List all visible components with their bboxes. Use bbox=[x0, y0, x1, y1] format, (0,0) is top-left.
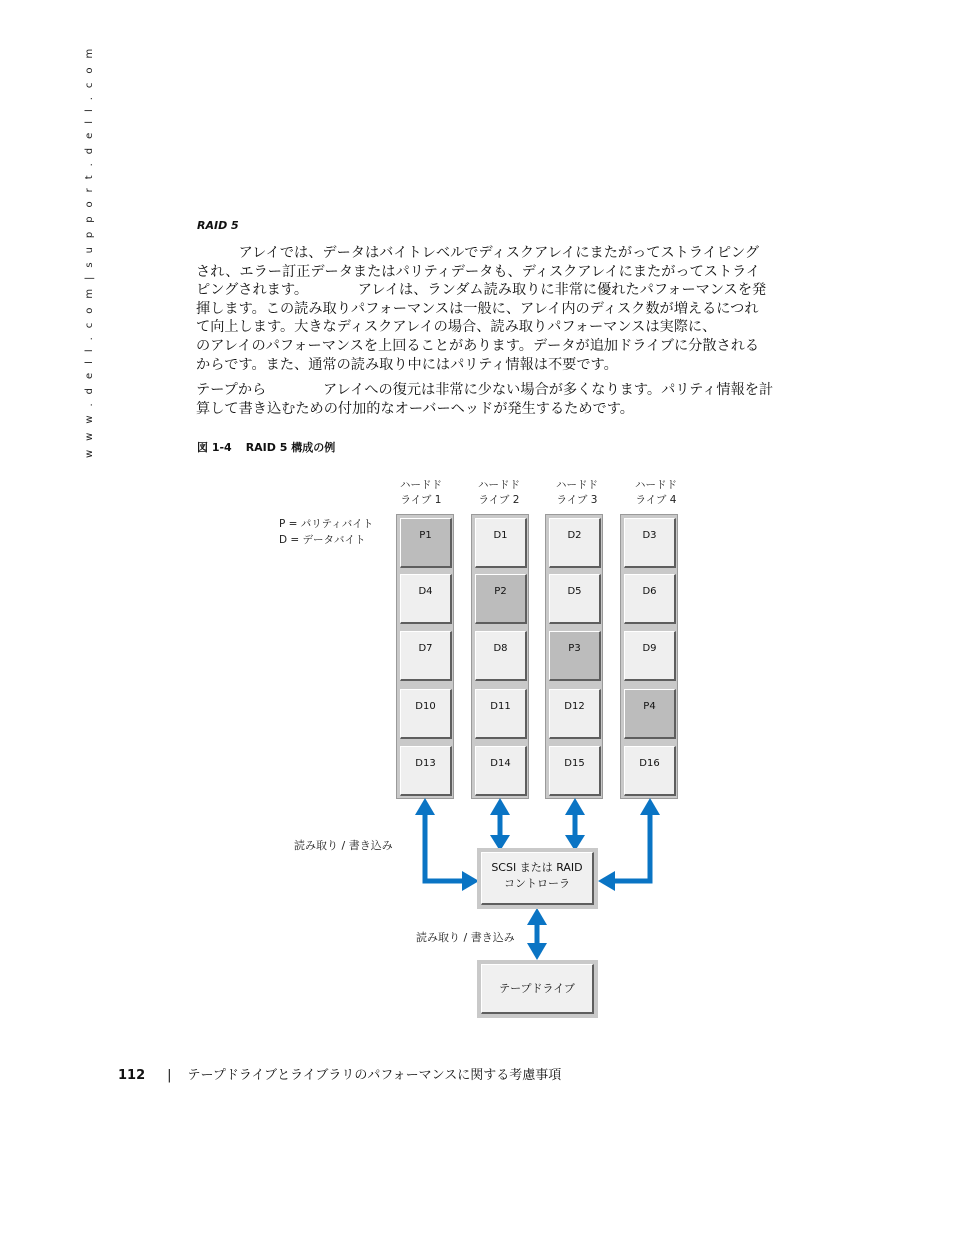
chapter-title: テープドライブとライブラリのパフォーマンスに関する考慮事項 bbox=[187, 1068, 562, 1083]
paragraph-line: て向上します。大きなディスクアレイの場合、読み取りパフォーマンスは実際に、 bbox=[196, 319, 717, 336]
arrow-drive1-controller bbox=[425, 812, 466, 881]
stripe-block: D3 bbox=[624, 518, 676, 568]
stripe-block: D16 bbox=[624, 746, 676, 796]
arrowhead bbox=[415, 798, 435, 815]
arrowhead bbox=[565, 835, 585, 851]
controller-label-line1: SCSI または RAID bbox=[491, 861, 583, 874]
page-number: 112 bbox=[118, 1068, 146, 1083]
figure-title: RAID 5 構成の例 bbox=[245, 441, 336, 454]
stripe-block: P1 bbox=[400, 518, 452, 568]
stripe-block: D4 bbox=[400, 574, 452, 624]
stripe-block: P4 bbox=[624, 689, 676, 739]
arrowhead bbox=[565, 798, 585, 815]
stripe-block: D8 bbox=[475, 631, 527, 681]
side-url: w w w . d e l l . c o m | s u p p o r t . d e l l . c o m bbox=[84, 45, 95, 458]
drive-label-line: ハードド bbox=[635, 479, 677, 491]
drive-label-line: ライブ 2 bbox=[478, 494, 520, 506]
controller-label-line2: コントローラ bbox=[504, 877, 570, 890]
drive-label-line: ライブ 4 bbox=[635, 494, 677, 506]
arrowhead bbox=[527, 908, 547, 925]
drive-label-line: ライブ 3 bbox=[556, 494, 598, 506]
stripe-block: D9 bbox=[624, 631, 676, 681]
drive-label-line: ハードド bbox=[400, 479, 442, 491]
paragraph-line: テープから アレイへの復元は非常に少ない場合が多くなります。パリティ情報を計 bbox=[196, 382, 774, 398]
raid-controller-box bbox=[481, 852, 594, 905]
arrowhead bbox=[490, 835, 510, 851]
paragraph-line: 揮します。この読み取りパフォーマンスは一般に、アレイ内のディスク数が増えるにつれ bbox=[196, 300, 759, 317]
arrowhead bbox=[640, 798, 660, 815]
arrowhead bbox=[527, 943, 547, 960]
drive-label-line: ハードド bbox=[556, 479, 598, 491]
arrow-drive4-controller bbox=[612, 812, 650, 881]
drive-label-line: ハードド bbox=[478, 479, 520, 491]
stripe-block: D13 bbox=[400, 746, 452, 796]
paragraph-line: のアレイのパフォーマンスを上回ることがあります。データが追加ドライブに分散される bbox=[196, 337, 760, 354]
page-footer bbox=[118, 1064, 561, 1083]
arrowhead bbox=[462, 871, 479, 891]
stripe-block: D2 bbox=[549, 518, 601, 568]
legend-data: D = データバイト bbox=[279, 534, 366, 546]
read-write-label: 読み取り / 書き込み bbox=[294, 839, 393, 852]
paragraph-line: 算して書き込むための付加的なオーバーヘッドが発生するためです。 bbox=[196, 400, 634, 417]
stripe-block: D7 bbox=[400, 631, 452, 681]
paragraph-line: され、エラー訂正データまたはパリティデータも、ディスクアレイにまたがってストライ bbox=[196, 263, 761, 280]
stripe-block: P2 bbox=[475, 574, 527, 624]
footer-separator: | bbox=[167, 1068, 172, 1083]
stripe-block: D6 bbox=[624, 574, 676, 624]
figure-number: 図 1-4 bbox=[197, 441, 232, 454]
tape-drive-box: テープドライブ bbox=[481, 964, 594, 1014]
stripe-block: P3 bbox=[549, 631, 601, 681]
paragraph-line: ピングされます。 アレイは、ランダム読み取りに非常に優れたパフォーマンスを発 bbox=[196, 282, 767, 299]
section-heading: RAID 5 bbox=[197, 219, 239, 232]
arrowhead bbox=[598, 871, 615, 891]
stripe-block: D12 bbox=[549, 689, 601, 739]
arrowhead bbox=[490, 798, 510, 815]
stripe-block: D5 bbox=[549, 574, 601, 624]
read-write-label-tape: 読み取り / 書き込み bbox=[416, 931, 515, 944]
paragraph-line: からです。また、通常の読み取り中にはパリティ情報は不要です。 bbox=[196, 356, 618, 373]
paragraph-line: アレイでは、データはバイトレベルでディスクアレイにまたがってストライピング bbox=[196, 245, 760, 261]
stripe-block: D15 bbox=[549, 746, 601, 796]
stripe-block: D1 bbox=[475, 518, 527, 568]
stripe-block: D14 bbox=[475, 746, 527, 796]
drive-label-line: ライブ 1 bbox=[400, 494, 442, 506]
stripe-block: D10 bbox=[400, 689, 452, 739]
stripe-block: D11 bbox=[475, 689, 527, 739]
legend-parity: P = パリティバイト bbox=[279, 518, 374, 530]
